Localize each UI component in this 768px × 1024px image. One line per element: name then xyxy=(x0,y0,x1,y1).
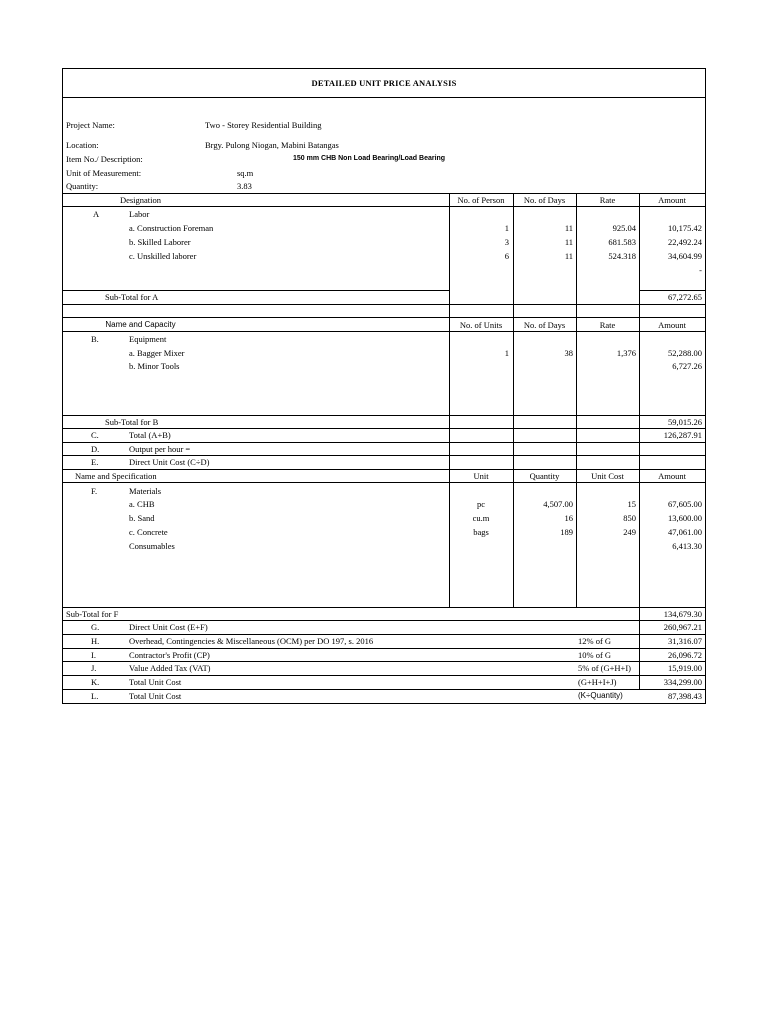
equipment-row-amount: 52,288.00 xyxy=(668,348,702,358)
labor-row-amount: 34,604.99 xyxy=(668,251,702,261)
project-name-label: Project Name: xyxy=(66,120,115,130)
summary-letter: G. xyxy=(91,622,100,632)
summary-label: Direct Unit Cost (C÷D) xyxy=(129,457,210,467)
summary-label: Direct Unit Cost (E+F) xyxy=(129,622,208,632)
labor-row-qty: 3 xyxy=(504,237,509,247)
summary-label: Overhead, Contingencies & Miscellaneous (OCM) per DO 197, s. 2016 xyxy=(129,636,374,646)
equipment-row-desc: b. Minor Tools xyxy=(129,361,180,371)
quantity-label: Quantity: xyxy=(66,181,99,191)
labor-subtotal-label: Sub-Total for A xyxy=(105,292,159,302)
summary-amount: 15,919.00 xyxy=(668,663,702,673)
labor-row-qty: 6 xyxy=(504,251,509,261)
location-value: Brgy. Pulong Niogan, Mabini Batangas xyxy=(205,140,339,150)
project-name-value: Two - Storey Residential Building xyxy=(205,120,322,130)
quantity-value: 3.83 xyxy=(237,181,252,191)
materials-subtotal-amount: 134,679.30 xyxy=(663,609,702,619)
materials-letter: F. xyxy=(91,486,98,496)
location-label: Location: xyxy=(66,140,99,150)
labor-row-qty: 1 xyxy=(504,223,509,233)
materials-title: Materials xyxy=(129,486,162,496)
summary-amount: 87,398.43 xyxy=(668,691,702,701)
summary-percentage: 5% of (G+H+I) xyxy=(578,663,632,673)
material-row-unit: cu.m xyxy=(472,513,490,523)
col-unit-cost-header: Unit Cost xyxy=(591,471,624,481)
summary-label: Output per hour = xyxy=(129,444,191,454)
summary-label: Value Added Tax (VAT) xyxy=(129,663,211,673)
labor-row-days: 11 xyxy=(564,223,573,233)
labor-row-days: 11 xyxy=(564,251,573,261)
labor-dash: - xyxy=(699,265,702,275)
equipment-row-qty: 1 xyxy=(504,348,509,358)
col-designation-header: Designation xyxy=(119,195,162,205)
equipment-subtotal-label: Sub-Total for B xyxy=(105,417,159,427)
summary-amount: 126,287.91 xyxy=(663,430,702,440)
equipment-row-amount: 6,727.26 xyxy=(672,361,702,371)
equipment-title: Equipment xyxy=(129,334,167,344)
equipment-subtotal-amount: 59,015.26 xyxy=(668,417,702,427)
material-row-desc: b. Sand xyxy=(129,513,155,523)
material-row-amount: 6,413.30 xyxy=(672,541,702,551)
col-persons-header: No. of Person xyxy=(457,195,505,205)
col-name-spec-header: Name and Specification xyxy=(75,471,157,481)
unit-price-analysis-sheet xyxy=(62,68,706,704)
summary-label: Total Unit Cost xyxy=(129,691,182,701)
summary-percentage: 12% of G xyxy=(578,636,612,646)
material-row-cost: 850 xyxy=(623,513,636,523)
equipment-letter: B. xyxy=(91,334,99,344)
labor-row-amount: 10,175.42 xyxy=(668,223,702,233)
summary-label: Total (A+B) xyxy=(129,430,171,440)
labor-row-desc: b. Skilled Laborer xyxy=(129,237,191,247)
summary-letter: L. xyxy=(91,691,99,701)
material-row-desc: Consumables xyxy=(129,541,175,551)
col-unit-header: Unit xyxy=(473,471,489,481)
material-row-desc: a. CHB xyxy=(129,499,155,509)
material-row-amount: 67,605.00 xyxy=(668,499,702,509)
document-title: DETAILED UNIT PRICE ANALYSIS xyxy=(63,69,705,98)
summary-letter: D. xyxy=(91,444,100,454)
labor-title: Labor xyxy=(129,209,150,219)
summary-percentage: 10% of G xyxy=(578,650,612,660)
material-row-cost: 15 xyxy=(627,499,636,509)
unit-label: Unit of Measurement: xyxy=(66,168,142,178)
material-row-desc: c. Concrete xyxy=(129,527,168,537)
summary-percentage: (G+H+I+J) xyxy=(578,677,617,687)
labor-row-rate: 925.04 xyxy=(612,223,636,233)
material-row-qty: 189 xyxy=(560,527,573,537)
material-row-qty: 16 xyxy=(564,513,573,523)
summary-amount: 260,967.21 xyxy=(663,622,702,632)
summary-letter: H. xyxy=(91,636,100,646)
col-amount-header: Amount xyxy=(658,471,686,481)
summary-amount: 31,316.07 xyxy=(668,636,702,646)
labor-row-amount: 22,492.24 xyxy=(668,237,702,247)
labor-row-rate: 681.583 xyxy=(608,237,636,247)
summary-letter: E. xyxy=(91,457,99,467)
material-row-unit: bags xyxy=(473,527,489,537)
labor-subtotal-amount: 67,272.65 xyxy=(668,292,702,302)
summary-percentage: (K÷Quantity) xyxy=(578,691,623,700)
equipment-row-rate: 1,376 xyxy=(616,348,636,358)
col-units-header: No. of Units xyxy=(459,320,503,330)
summary-letter: I. xyxy=(91,650,96,660)
material-row-unit: pc xyxy=(476,499,486,509)
col-amount-header: Amount xyxy=(658,320,686,330)
summary-label: Total Unit Cost xyxy=(129,677,182,687)
labor-row-desc: c. Unskilled laborer xyxy=(129,251,197,261)
material-row-amount: 47,061.00 xyxy=(668,527,702,537)
labor-row-desc: a. Construction Foreman xyxy=(129,223,214,233)
col-days-header: No. of Days xyxy=(523,320,566,330)
material-row-amount: 13,600.00 xyxy=(668,513,702,523)
summary-label: Contractor's Profit (CP) xyxy=(129,650,210,660)
materials-subtotal-label: Sub-Total for F xyxy=(66,609,119,619)
summary-amount: 334,299.00 xyxy=(663,677,702,687)
col-rate-header: Rate xyxy=(599,320,616,330)
col-name-capacity-header: Name and Capacity xyxy=(105,320,176,329)
equipment-row-days: 38 xyxy=(564,348,573,358)
labor-letter: A xyxy=(93,209,100,219)
summary-letter: C. xyxy=(91,430,99,440)
summary-amount: 26,096.72 xyxy=(668,650,702,660)
material-row-cost: 249 xyxy=(623,527,636,537)
col-days-header: No. of Days xyxy=(523,195,566,205)
unit-value: sq.m xyxy=(237,168,254,178)
col-quantity-header: Quantity xyxy=(529,471,560,481)
material-row-qty: 4,507.00 xyxy=(543,499,573,509)
col-rate-header: Rate xyxy=(599,195,616,205)
item-description-value: 150 mm CHB Non Load Bearing/Load Bearing xyxy=(293,155,446,162)
summary-letter: J. xyxy=(91,663,97,673)
summary-letter: K. xyxy=(91,677,100,687)
labor-row-days: 11 xyxy=(564,237,573,247)
equipment-row-desc: a. Bagger Mixer xyxy=(129,348,185,358)
labor-row-rate: 524.318 xyxy=(608,251,636,261)
item-description-label: Item No./ Description: xyxy=(66,154,143,164)
col-amount-header: Amount xyxy=(658,195,686,205)
